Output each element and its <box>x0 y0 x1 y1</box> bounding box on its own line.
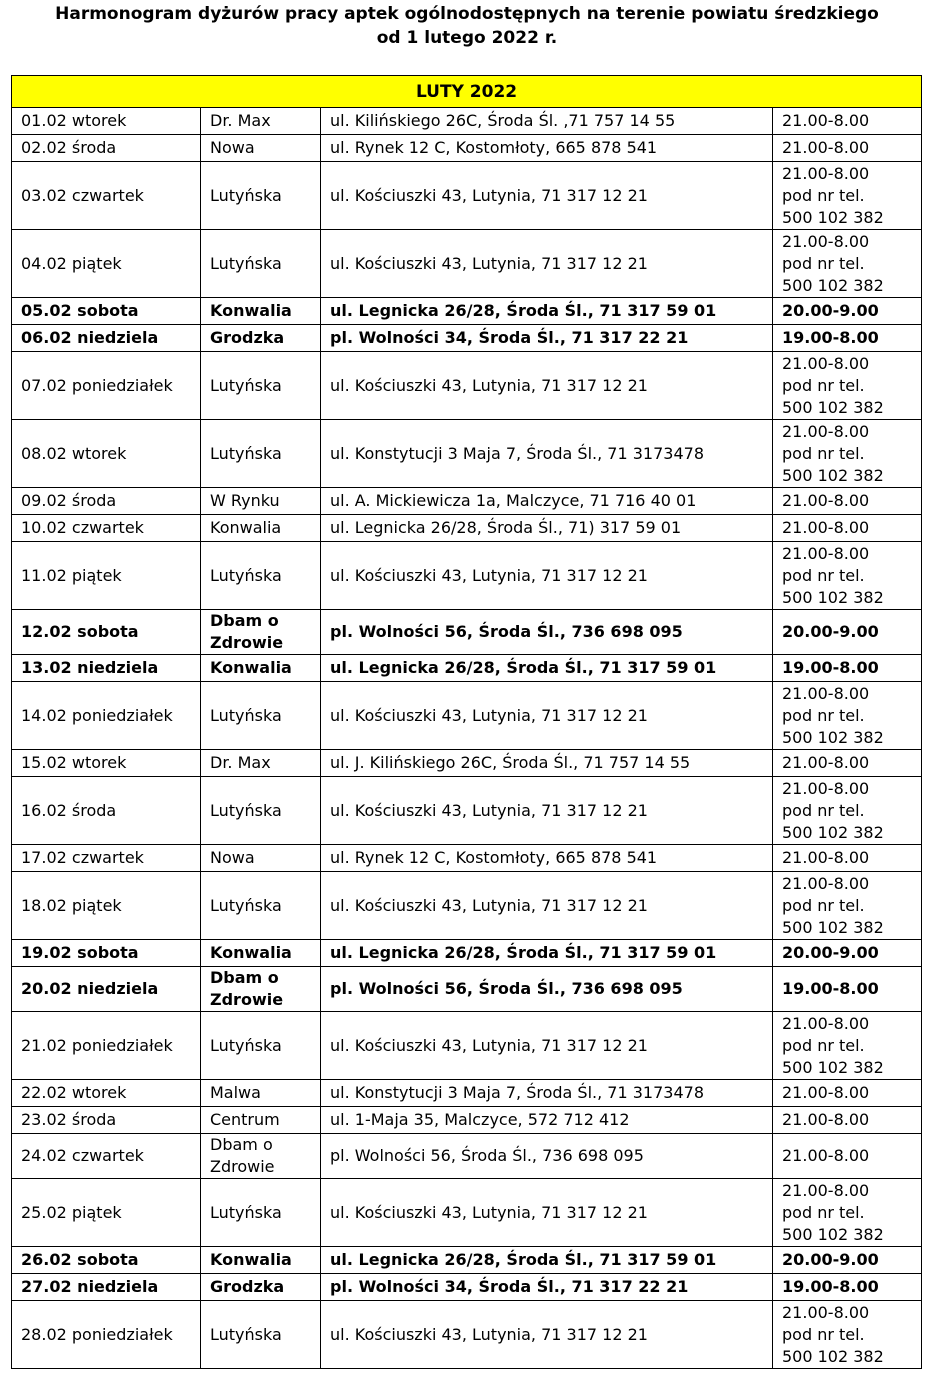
hours-line: pod nr tel. <box>782 800 865 820</box>
table-row <box>12 872 922 940</box>
hours-line: pod nr tel. <box>782 1035 865 1055</box>
hours-cell <box>773 108 922 135</box>
pharmacy-name-line: Grodzka <box>210 328 285 347</box>
hours-cell <box>773 777 922 845</box>
pharmacy-name-line: Lutyńska <box>210 1202 282 1222</box>
date-cell: 13.02 niedziela <box>12 655 201 682</box>
pharmacy-name-cell <box>201 135 321 162</box>
hours-cell <box>773 1012 922 1080</box>
date-cell: 08.02 wtorek <box>12 420 201 488</box>
hours-cell <box>773 655 922 682</box>
date-cell: 09.02 środa <box>12 488 201 515</box>
pharmacy-name-cell <box>201 1012 321 1080</box>
hours-line: pod nr tel. <box>782 1202 865 1222</box>
pharmacy-name-cell <box>201 1247 321 1274</box>
hours-cell <box>773 1134 922 1179</box>
hours-line: 21.00-8.00 <box>782 1146 870 1165</box>
address-cell: ul. J. Kilińskiego 26C, Środa Śl., 71 757 14 55 <box>321 750 773 777</box>
pharmacy-name-cell <box>201 1274 321 1301</box>
pharmacy-name-cell <box>201 542 321 610</box>
address-cell: ul. Kościuszki 43, Lutynia, 71 317 12 21 <box>321 352 773 420</box>
date-cell: 27.02 niedziela <box>12 1274 201 1301</box>
hours-line: pod nr tel. <box>782 375 865 395</box>
hours-line: pod nr tel. <box>782 185 865 205</box>
table-row <box>12 352 922 420</box>
hours-line: 500 102 382 <box>782 207 884 227</box>
address-cell: ul. Kilińskiego 26C, Środa Śl. ,71 757 14 55 <box>321 108 773 135</box>
hours-line: 19.00-8.00 <box>782 658 879 677</box>
hours-line: 500 102 382 <box>782 587 884 607</box>
hours-cell <box>773 135 922 162</box>
pharmacy-name-cell <box>201 872 321 940</box>
table-row <box>12 515 922 542</box>
address-cell: ul. Legnicka 26/28, Środa Śl., 71 317 59 01 <box>321 655 773 682</box>
hours-line: 21.00-8.00 <box>782 543 870 563</box>
date-cell: 22.02 wtorek <box>12 1080 201 1107</box>
pharmacy-name-line: Dbam o <box>210 968 279 987</box>
hours-line: 20.00-9.00 <box>782 301 879 320</box>
pharmacy-name-line: Lutyńska <box>210 705 282 725</box>
pharmacy-name-line: Grodzka <box>210 1277 285 1296</box>
hours-line: 500 102 382 <box>782 275 884 295</box>
hours-cell <box>773 1080 922 1107</box>
pharmacy-name-cell <box>201 682 321 750</box>
table-row <box>12 940 922 967</box>
date-cell: 23.02 środa <box>12 1107 201 1134</box>
hours-cell <box>773 750 922 777</box>
date-cell: 14.02 poniedziałek <box>12 682 201 750</box>
pharmacy-name-line: Lutyńska <box>210 800 282 820</box>
table-row <box>12 1179 922 1247</box>
hours-line: 500 102 382 <box>782 822 884 842</box>
hours-line: 21.00-8.00 <box>782 138 870 157</box>
pharmacy-name-line: Konwalia <box>210 518 282 537</box>
hours-line: 19.00-8.00 <box>782 328 879 347</box>
pharmacy-name-cell <box>201 230 321 298</box>
pharmacy-name-cell <box>201 420 321 488</box>
date-cell: 02.02 środa <box>12 135 201 162</box>
address-cell: ul. Konstytucji 3 Maja 7, Środa Śl., 71 3173478 <box>321 1080 773 1107</box>
table-row <box>12 230 922 298</box>
pharmacy-name-cell <box>201 352 321 420</box>
pharmacy-name-cell <box>201 488 321 515</box>
address-cell: pl. Wolności 56, Środa Śl., 736 698 095 <box>321 967 773 1012</box>
table-row <box>12 655 922 682</box>
hours-line: pod nr tel. <box>782 1324 865 1344</box>
address-cell: ul. Legnicka 26/28, Środa Śl., 71) 317 59 01 <box>321 515 773 542</box>
pharmacy-name-cell <box>201 325 321 352</box>
hours-cell <box>773 940 922 967</box>
hours-line: 21.00-8.00 <box>782 163 870 183</box>
table-row <box>12 1080 922 1107</box>
table-row <box>12 1247 922 1274</box>
title-line-2: od 1 lutego 2022 r. <box>376 28 558 48</box>
address-cell: ul. Kościuszki 43, Lutynia, 71 317 12 21 <box>321 1012 773 1080</box>
address-cell: ul. Kościuszki 43, Lutynia, 71 317 12 21 <box>321 542 773 610</box>
hours-line: pod nr tel. <box>782 895 865 915</box>
table-row <box>12 750 922 777</box>
hours-cell <box>773 352 922 420</box>
pharmacy-name-line: Konwalia <box>210 658 292 677</box>
address-cell: pl. Wolności 34, Środa Śl., 71 317 22 21 <box>321 1274 773 1301</box>
date-cell: 28.02 poniedziałek <box>12 1301 201 1369</box>
hours-line: 21.00-8.00 <box>782 1013 870 1033</box>
hours-line: 21.00-8.00 <box>782 753 870 772</box>
table-row <box>12 298 922 325</box>
pharmacy-name-line: Dbam o <box>210 1135 273 1154</box>
table-row <box>12 610 922 655</box>
date-cell: 25.02 piątek <box>12 1179 201 1247</box>
pharmacy-name-cell <box>201 1107 321 1134</box>
table-row <box>12 1301 922 1369</box>
date-cell: 16.02 środa <box>12 777 201 845</box>
table-row <box>12 108 922 135</box>
pharmacy-name-line: Lutyńska <box>210 253 282 273</box>
month-header-row <box>12 76 922 108</box>
pharmacy-name-line: Konwalia <box>210 301 292 320</box>
date-cell: 19.02 sobota <box>12 940 201 967</box>
schedule-body <box>12 76 922 1369</box>
hours-line: 19.00-8.00 <box>782 979 879 998</box>
hours-line: pod nr tel. <box>782 253 865 273</box>
pharmacy-name-cell <box>201 1301 321 1369</box>
table-row <box>12 1274 922 1301</box>
address-cell: ul. Kościuszki 43, Lutynia, 71 317 12 21 <box>321 1179 773 1247</box>
pharmacy-name-cell <box>201 298 321 325</box>
pharmacy-name-line: Centrum <box>210 1110 280 1129</box>
hours-cell <box>773 1179 922 1247</box>
pharmacy-name-cell <box>201 1179 321 1247</box>
pharmacy-name-line: Lutyńska <box>210 565 282 585</box>
hours-line: pod nr tel. <box>782 705 865 725</box>
pharmacy-name-line: Zdrowie <box>210 633 284 652</box>
date-cell: 07.02 poniedziałek <box>12 352 201 420</box>
hours-cell <box>773 420 922 488</box>
hours-line: 500 102 382 <box>782 1224 884 1244</box>
table-row <box>12 488 922 515</box>
table-row <box>12 682 922 750</box>
table-row <box>12 420 922 488</box>
hours-line: 21.00-8.00 <box>782 848 870 867</box>
pharmacy-name-cell <box>201 845 321 872</box>
pharmacy-name-cell <box>201 1080 321 1107</box>
title-line-1: Harmonogram dyżurów pracy aptek ogólnodostępnych na terenie powiatu średzkiego <box>55 4 879 24</box>
pharmacy-name-line: Dr. Max <box>210 111 271 130</box>
date-cell: 20.02 niedziela <box>12 967 201 1012</box>
pharmacy-name-line: Malwa <box>210 1083 261 1102</box>
address-cell: ul. Konstytucji 3 Maja 7, Środa Śl., 71 3173478 <box>321 420 773 488</box>
pharmacy-name-line: Lutyńska <box>210 375 282 395</box>
table-row <box>12 1012 922 1080</box>
table-row <box>12 135 922 162</box>
address-cell: ul. Kościuszki 43, Lutynia, 71 317 12 21 <box>321 777 773 845</box>
address-cell: pl. Wolności 56, Środa Śl., 736 698 095 <box>321 610 773 655</box>
pharmacy-name-cell <box>201 750 321 777</box>
table-row <box>12 1107 922 1134</box>
month-header: LUTY 2022 <box>12 76 922 108</box>
date-cell: 03.02 czwartek <box>12 162 201 230</box>
pharmacy-name-line: Konwalia <box>210 1250 292 1269</box>
address-cell: ul. Kościuszki 43, Lutynia, 71 317 12 21 <box>321 1301 773 1369</box>
date-cell: 21.02 poniedziałek <box>12 1012 201 1080</box>
address-cell: pl. Wolności 34, Środa Śl., 71 317 22 21 <box>321 325 773 352</box>
hours-line: 500 102 382 <box>782 727 884 747</box>
pharmacy-name-cell <box>201 610 321 655</box>
table-row <box>12 325 922 352</box>
pharmacy-name-cell <box>201 940 321 967</box>
pharmacy-name-cell <box>201 967 321 1012</box>
hours-cell <box>773 682 922 750</box>
hours-cell <box>773 325 922 352</box>
address-cell: ul. Rynek 12 C, Kostomłoty, 665 878 541 <box>321 845 773 872</box>
hours-line: 21.00-8.00 <box>782 778 870 798</box>
hours-line: 21.00-8.00 <box>782 1083 870 1102</box>
pharmacy-name-line: Lutyńska <box>210 1324 282 1344</box>
hours-cell <box>773 488 922 515</box>
hours-cell <box>773 610 922 655</box>
date-cell: 17.02 czwartek <box>12 845 201 872</box>
address-cell: ul. Legnicka 26/28, Środa Śl., 71 317 59 01 <box>321 298 773 325</box>
hours-cell <box>773 230 922 298</box>
pharmacy-name-cell <box>201 1134 321 1179</box>
hours-cell <box>773 845 922 872</box>
hours-line: 20.00-9.00 <box>782 943 879 962</box>
hours-cell <box>773 967 922 1012</box>
hours-cell <box>773 1274 922 1301</box>
pharmacy-name-line: Zdrowie <box>210 990 284 1009</box>
hours-line: 21.00-8.00 <box>782 353 870 373</box>
date-cell: 24.02 czwartek <box>12 1134 201 1179</box>
hours-line: 21.00-8.00 <box>782 111 870 130</box>
date-cell: 01.02 wtorek <box>12 108 201 135</box>
hours-line: 20.00-9.00 <box>782 1250 879 1269</box>
date-cell: 26.02 sobota <box>12 1247 201 1274</box>
hours-line: 19.00-8.00 <box>782 1277 879 1296</box>
pharmacy-name-line: W Rynku <box>210 491 280 510</box>
hours-line: 21.00-8.00 <box>782 231 870 251</box>
date-cell: 18.02 piątek <box>12 872 201 940</box>
pharmacy-name-cell <box>201 515 321 542</box>
hours-line: 21.00-8.00 <box>782 873 870 893</box>
pharmacy-name-cell <box>201 108 321 135</box>
date-cell: 04.02 piątek <box>12 230 201 298</box>
address-cell: ul. Legnicka 26/28, Środa Śl., 71 317 59 01 <box>321 1247 773 1274</box>
date-cell: 15.02 wtorek <box>12 750 201 777</box>
hours-cell <box>773 1247 922 1274</box>
hours-cell <box>773 515 922 542</box>
address-cell: ul. Kościuszki 43, Lutynia, 71 317 12 21 <box>321 872 773 940</box>
address-cell: ul. Legnicka 26/28, Środa Śl., 71 317 59 01 <box>321 940 773 967</box>
pharmacy-name-line: Dbam o <box>210 611 279 630</box>
hours-line: 21.00-8.00 <box>782 518 870 537</box>
table-row <box>12 542 922 610</box>
address-cell: ul. Rynek 12 C, Kostomłoty, 665 878 541 <box>321 135 773 162</box>
hours-cell <box>773 542 922 610</box>
hours-line: 21.00-8.00 <box>782 491 870 510</box>
pharmacy-name-line: Zdrowie <box>210 1157 275 1176</box>
hours-line: 20.00-9.00 <box>782 622 879 641</box>
hours-cell <box>773 872 922 940</box>
pharmacy-name-cell <box>201 162 321 230</box>
address-cell: ul. Kościuszki 43, Lutynia, 71 317 12 21 <box>321 230 773 298</box>
hours-line: pod nr tel. <box>782 443 865 463</box>
hours-line: 500 102 382 <box>782 1057 884 1077</box>
pharmacy-name-cell <box>201 777 321 845</box>
table-row <box>12 162 922 230</box>
table-row <box>12 845 922 872</box>
hours-line: 500 102 382 <box>782 1346 884 1366</box>
date-cell: 11.02 piątek <box>12 542 201 610</box>
date-cell: 12.02 sobota <box>12 610 201 655</box>
hours-line: 500 102 382 <box>782 917 884 937</box>
address-cell: pl. Wolności 56, Środa Śl., 736 698 095 <box>321 1134 773 1179</box>
hours-line: 21.00-8.00 <box>782 683 870 703</box>
hours-cell <box>773 1301 922 1369</box>
hours-line: 500 102 382 <box>782 465 884 485</box>
date-cell: 06.02 niedziela <box>12 325 201 352</box>
date-cell: 05.02 sobota <box>12 298 201 325</box>
pharmacy-name-line: Nowa <box>210 138 255 157</box>
hours-line: 21.00-8.00 <box>782 1180 870 1200</box>
document-title <box>0 2 934 50</box>
pharmacy-name-cell <box>201 655 321 682</box>
pharmacy-name-line: Lutyńska <box>210 895 282 915</box>
duty-schedule-table <box>11 75 922 1369</box>
hours-line: 21.00-8.00 <box>782 1302 870 1322</box>
table-row <box>12 777 922 845</box>
table-row <box>12 1134 922 1179</box>
table-row <box>12 967 922 1012</box>
hours-cell <box>773 162 922 230</box>
address-cell: ul. A. Mickiewicza 1a, Malczyce, 71 716 40 01 <box>321 488 773 515</box>
hours-cell <box>773 298 922 325</box>
pharmacy-name-line: Dr. Max <box>210 753 271 772</box>
address-cell: ul. Kościuszki 43, Lutynia, 71 317 12 21 <box>321 162 773 230</box>
pharmacy-name-line: Lutyńska <box>210 1035 282 1055</box>
hours-line: 21.00-8.00 <box>782 1110 870 1129</box>
hours-line: 500 102 382 <box>782 397 884 417</box>
hours-line: 21.00-8.00 <box>782 421 870 441</box>
hours-cell <box>773 1107 922 1134</box>
pharmacy-name-line: Lutyńska <box>210 185 282 205</box>
pharmacy-name-line: Konwalia <box>210 943 292 962</box>
address-cell: ul. 1-Maja 35, Malczyce, 572 712 412 <box>321 1107 773 1134</box>
pharmacy-name-line: Lutyńska <box>210 443 282 463</box>
address-cell: ul. Kościuszki 43, Lutynia, 71 317 12 21 <box>321 682 773 750</box>
hours-line: pod nr tel. <box>782 565 865 585</box>
date-cell: 10.02 czwartek <box>12 515 201 542</box>
pharmacy-name-line: Nowa <box>210 848 255 867</box>
